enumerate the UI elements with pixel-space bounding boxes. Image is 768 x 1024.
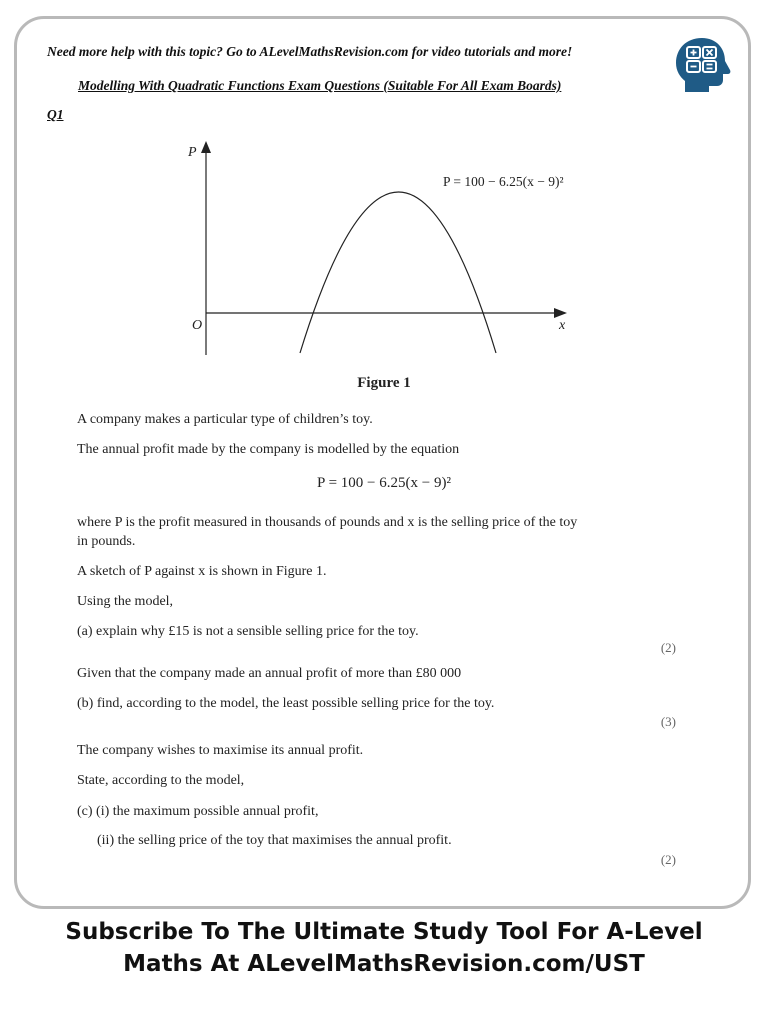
figure-caption: Figure 1 (357, 375, 411, 391)
state-text: State, according to the model, (77, 773, 245, 788)
calculator-head-logo-icon (672, 36, 736, 94)
subscribe-footer (0, 916, 768, 980)
using-model-text: Using the model, (77, 594, 174, 609)
maximise-text: The company wishes to maximise its annual profit. (77, 743, 364, 758)
x-axis-label: x (559, 318, 566, 333)
footer-line-2: Maths At ALevelMathsRevision.com/UST (123, 951, 645, 977)
document-title: Modelling With Quadratic Functions Exam Questions (Suitable For All Exam Boards) (78, 78, 562, 93)
part-c-i-text: (c) (i) the maximum possible annual profit, (77, 804, 319, 819)
origin-label: O (192, 318, 203, 333)
curve-equation-label: P = 100 − 6.25(x − 9)² (443, 174, 564, 189)
intro-text: A company makes a particular type of children’s toy. (77, 412, 373, 427)
part-a-marks: (2) (660, 640, 676, 655)
model-intro-text: The annual profit made by the company is modelled by the equation (77, 442, 460, 457)
part-b-marks: (3) (660, 714, 676, 729)
definition-line-1: where P is the profit measured in thousands of pounds and x is the selling price of the toy (77, 515, 578, 530)
x-axis-arrow-icon (554, 308, 567, 318)
part-c-marks: (2) (660, 852, 676, 867)
part-c-ii-text: (ii) the selling price of the toy that maximises the annual profit. (97, 833, 452, 848)
question-number: Q1 (47, 107, 64, 122)
part-a-text: (a) explain why £15 is not a sensible selling price for the toy. (77, 624, 419, 639)
part-b-text: (b) find, according to the model, the least possible selling price for the toy. (77, 696, 495, 711)
sketch-reference-text: A sketch of P against x is shown in Figure 1. (77, 564, 327, 579)
figure-1-graph (180, 135, 580, 360)
profit-parabola (300, 192, 496, 353)
model-equation: P = 100 − 6.25(x − 9)² (317, 475, 451, 491)
given-text: Given that the company made an annual profit of more than £80 000 (77, 666, 462, 681)
footer-line-1: Subscribe To The Ultimate Study Tool For A-Level (65, 919, 703, 945)
y-axis-arrow-icon (201, 141, 211, 153)
definition-line-2: in pounds. (77, 534, 136, 549)
y-axis-label: P (188, 145, 197, 160)
help-banner-text: Need more help with this topic? Go to ALevelMathsRevision.com for video tutorials and more! (47, 44, 573, 59)
